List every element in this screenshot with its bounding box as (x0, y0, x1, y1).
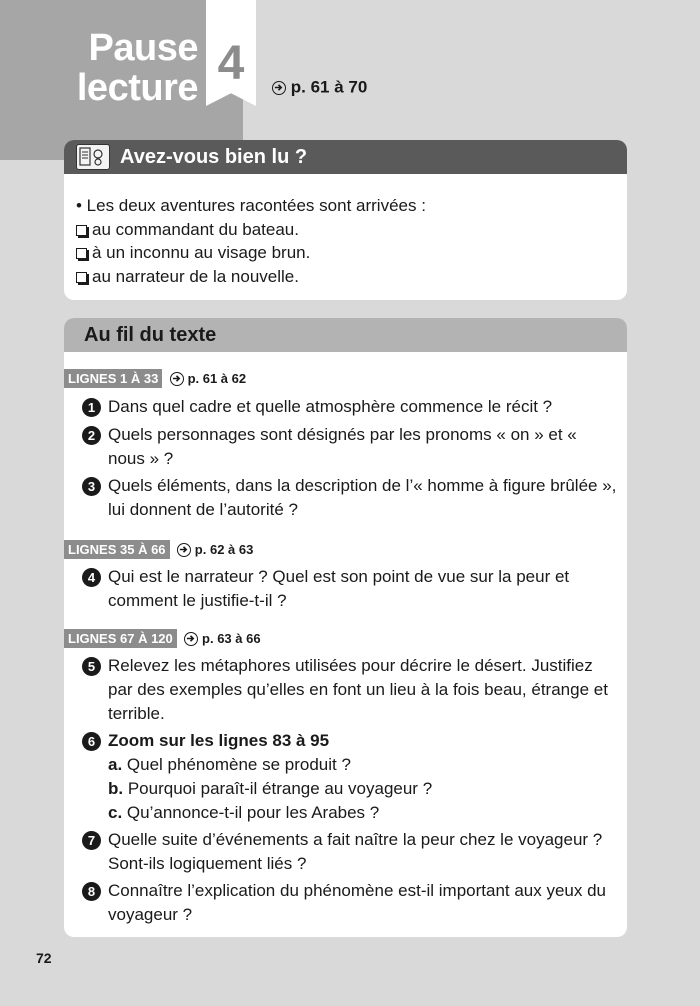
section-ref-text: p. 63 à 66 (202, 630, 261, 646)
option-item[interactable] (76, 218, 627, 242)
section-tag: LIGNES 1 À 33 (64, 369, 162, 388)
sub-question-label: c. (108, 803, 123, 822)
question-item (82, 828, 617, 876)
question-text: Relevez les métaphores utilisées pour décrire le désert. Justifiez par des exemples qu’elles en font un lieu à la fois beau, étrange et terrible. (108, 656, 608, 723)
book-icon (76, 144, 110, 170)
question-item (82, 654, 617, 726)
arrow-circle-icon (177, 543, 191, 557)
option-label: au narrateur de la nouvelle. (92, 266, 299, 286)
section-tag: LIGNES 67 À 120 (64, 629, 177, 648)
checkbox-icon[interactable] (76, 225, 87, 236)
page-number: 72 (36, 950, 52, 966)
title-line-1: Pause (88, 27, 198, 69)
section-ref-text: p. 61 à 62 (187, 370, 247, 386)
chapter-number: 4 (217, 37, 245, 90)
section-header (64, 629, 261, 648)
sub-question (108, 801, 617, 825)
question-number: 1 (82, 398, 101, 417)
reading-check-header (64, 140, 627, 174)
question-item (82, 395, 617, 419)
section-tag: LIGNES 35 À 66 (64, 540, 170, 559)
section-ref (184, 631, 260, 646)
question-item (82, 474, 617, 522)
sub-question-text: Quel phénomène se produit ? (126, 755, 351, 774)
question-number: 2 (82, 426, 101, 445)
arrow-circle-icon (184, 632, 198, 646)
question-text: Dans quel cadre et quelle atmosphère commence le récit ? (108, 397, 553, 416)
option-label: au commandant du bateau. (92, 219, 299, 239)
checkbox-icon[interactable] (76, 248, 87, 259)
question-text: Qui est le narrateur ? Quel est son point de vue sur la peur et comment le justifie-t-il ? (108, 567, 570, 610)
question-text: Quelle suite d’événements a fait naître la peur chez le voyageur ? Sont-ils logiquement liés ? (108, 830, 603, 873)
question-item (82, 423, 617, 471)
title-line-2: lecture (76, 67, 198, 109)
header-page-ref (272, 77, 367, 98)
question-number: 4 (82, 568, 101, 587)
option-item[interactable] (76, 241, 627, 265)
section-header (64, 540, 253, 559)
section-ref (170, 371, 246, 386)
option-item[interactable] (76, 265, 627, 289)
question-text: Zoom sur les lignes 83 à 95 (108, 731, 330, 750)
option-label: à un inconnu au visage brun. (92, 243, 311, 262)
question-text: Quels éléments, dans la description de l’« homme à figure brûlée », lui donnent de l’autorité ? (108, 476, 617, 519)
question-item (82, 729, 617, 825)
question-number: 5 (82, 657, 101, 676)
reading-check-card (64, 140, 627, 300)
text-questions-title: Au fil du texte (84, 323, 217, 346)
checkbox-icon[interactable] (76, 272, 87, 283)
text-questions-header (64, 318, 627, 352)
question-text: Quels personnages sont désignés par les pronoms « on » et « nous » ? (108, 425, 577, 468)
question-number: 3 (82, 477, 101, 496)
page-title (64, 28, 198, 108)
reading-check-body (64, 174, 627, 288)
reading-check-intro: • Les deux aventures racontées sont arrivées : (76, 196, 426, 215)
header-page-ref-text: p. 61 à 70 (290, 77, 368, 97)
reading-check-title: Avez-vous bien lu ? (120, 145, 308, 168)
sub-question (108, 753, 617, 777)
sub-question-label: b. (108, 779, 124, 798)
question-item (82, 565, 617, 613)
question-text: Connaître l’explication du phénomène est-il important aux yeux du voyageur ? (108, 881, 607, 924)
text-questions-card (64, 318, 627, 937)
arrow-circle-icon (272, 81, 286, 95)
question-number: 6 (82, 732, 101, 751)
section-ref (177, 542, 253, 557)
question-number: 7 (82, 831, 101, 850)
section-header (64, 369, 246, 388)
sub-question-text: Qu’annonce-t-il pour les Arabes ? (126, 803, 380, 822)
sub-question-text: Pourquoi paraît-il étrange au voyageur ? (127, 779, 433, 798)
sub-question (108, 777, 617, 801)
question-number: 8 (82, 882, 101, 901)
section-ref-text: p. 62 à 63 (194, 541, 254, 557)
question-item (82, 879, 617, 927)
arrow-circle-icon (170, 372, 184, 386)
sub-question-label: a. (108, 755, 123, 774)
